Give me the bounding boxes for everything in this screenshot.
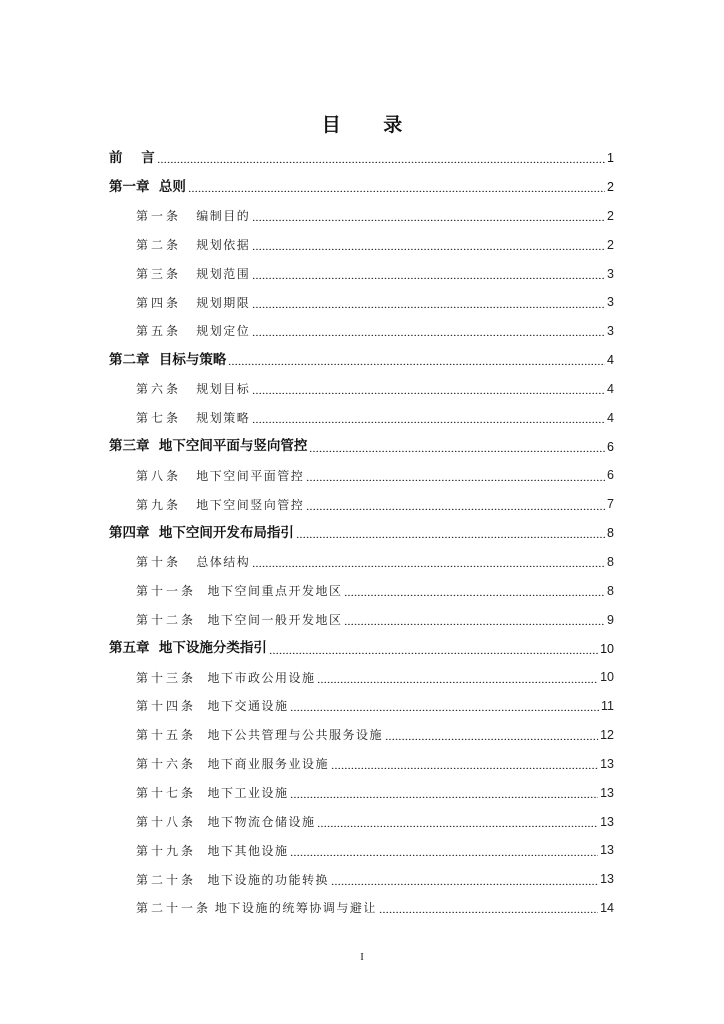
toc-article-title: 规划依据 xyxy=(196,237,251,252)
toc-chapter-row[interactable] xyxy=(109,634,614,663)
toc-chapter-label: 第五章 地下设施分类指引 xyxy=(109,640,267,657)
toc-dot-leader xyxy=(331,875,598,885)
toc-article-gap xyxy=(196,787,207,799)
toc-page-number: 2 xyxy=(607,208,614,223)
toc-article-gap xyxy=(181,325,196,337)
toc-article-title: 总体结构 xyxy=(196,555,251,570)
toc-article-row[interactable] xyxy=(109,779,614,808)
toc-dot-leader xyxy=(228,355,605,365)
toc-article-title: 规划期限 xyxy=(196,295,251,310)
toc-article-number: 第四条 xyxy=(136,295,182,310)
toc-article-row[interactable] xyxy=(109,836,614,865)
toc-article-gap xyxy=(196,845,207,857)
toc-article-row[interactable] xyxy=(109,721,614,750)
toc-article-row[interactable] xyxy=(109,548,614,577)
toc-article-row[interactable] xyxy=(109,663,614,692)
toc-dot-leader xyxy=(317,673,598,683)
toc-dot-leader xyxy=(385,730,598,740)
toc-page-number: 13 xyxy=(600,785,614,800)
toc-article-number: 第十条 xyxy=(136,555,182,570)
toc-chapter-label: 第三章 地下空间平面与竖向管控 xyxy=(109,438,308,455)
toc-dot-leader xyxy=(269,644,598,654)
toc-page-number: 10 xyxy=(600,670,614,685)
toc-article-row[interactable] xyxy=(109,865,614,894)
toc-dot-leader xyxy=(252,557,605,567)
toc-page-number: 2 xyxy=(607,180,614,195)
toc-dot-leader xyxy=(290,788,598,798)
toc-article-gap xyxy=(196,700,207,712)
toc-page-number: 8 xyxy=(607,583,614,598)
toc-article-number: 第十六条 xyxy=(136,757,197,772)
toc-article-title: 地下空间竖向管控 xyxy=(196,497,305,512)
toc-page-number: 12 xyxy=(600,728,614,743)
toc-article-number: 第十四条 xyxy=(136,699,197,714)
toc-article-row[interactable] xyxy=(109,375,614,404)
toc-article-gap xyxy=(181,499,196,511)
toc-article-title: 地下设施的统筹协调与避让 xyxy=(214,901,377,916)
toc-dot-leader xyxy=(252,326,605,336)
toc-article-row[interactable] xyxy=(109,404,614,433)
toc-article-gap xyxy=(181,556,196,568)
toc-dot-leader xyxy=(306,500,605,510)
toc-dot-leader xyxy=(290,846,598,856)
toc-page-number: 13 xyxy=(600,872,614,887)
toc-article-title: 地下交通设施 xyxy=(207,699,289,714)
toc-dot-leader xyxy=(306,471,605,481)
toc-article-gap xyxy=(196,729,207,741)
toc-article-number: 第九条 xyxy=(136,497,182,512)
toc-article-gap xyxy=(181,268,196,280)
toc-page-number: 2 xyxy=(607,237,614,252)
toc-dot-leader xyxy=(331,759,598,769)
toc-article-gap xyxy=(196,874,207,886)
toc-article-title: 地下空间平面管控 xyxy=(196,468,305,483)
toc-article-title: 地下工业设施 xyxy=(207,785,289,800)
toc-page-number: 1 xyxy=(607,151,614,166)
toc-page-number: 8 xyxy=(607,554,614,569)
toc-article-gap xyxy=(196,758,207,770)
toc-article-row[interactable] xyxy=(109,606,614,635)
toc-article-number: 第三条 xyxy=(136,266,182,281)
toc-page-number: 3 xyxy=(607,266,614,281)
toc-dot-leader xyxy=(379,903,598,913)
toc-dot-leader xyxy=(252,240,605,250)
toc-page-number: 6 xyxy=(607,468,614,483)
toc-dot-leader xyxy=(290,701,599,711)
toc-chapter-label: 第一章 总则 xyxy=(109,178,186,195)
toc-article-title: 地下空间一般开发地区 xyxy=(207,612,343,627)
toc-chapter-label: 第四章 地下空间开发布局指引 xyxy=(109,524,294,541)
toc-article-number: 第十五条 xyxy=(136,728,197,743)
toc-article-number: 第十一条 xyxy=(136,584,197,599)
toc-article-number: 第二十一条 xyxy=(136,901,212,916)
toc-dot-leader xyxy=(252,384,605,394)
toc-page-number: 4 xyxy=(607,353,614,368)
toc-chapter-row[interactable] xyxy=(109,346,614,375)
toc-article-number: 第六条 xyxy=(136,382,182,397)
toc-article-title: 规划策略 xyxy=(196,411,251,426)
toc-page-number: 11 xyxy=(601,699,614,714)
toc-page-number: 3 xyxy=(607,295,614,310)
toc-dot-leader xyxy=(344,615,605,625)
toc-article-number: 第一条 xyxy=(136,209,182,224)
toc-article-title: 地下空间重点开发地区 xyxy=(207,584,343,599)
toc-page-number: 10 xyxy=(600,641,614,656)
toc-article-title: 地下商业服务业设施 xyxy=(207,757,329,772)
toc-chapter-label: 第二章 目标与策略 xyxy=(109,351,227,368)
toc-article-row[interactable] xyxy=(109,692,614,721)
toc-article-row[interactable] xyxy=(109,807,614,836)
toc-article-row[interactable] xyxy=(109,288,614,317)
toc-article-number: 第五条 xyxy=(136,324,182,339)
toc-dot-leader xyxy=(252,298,605,308)
toc-article-row[interactable] xyxy=(109,577,614,606)
toc-dot-leader xyxy=(252,269,605,279)
toc-chapter-row[interactable] xyxy=(109,432,614,461)
toc-article-title: 地下其他设施 xyxy=(207,843,289,858)
toc-article-gap xyxy=(181,210,196,222)
toc-article-number: 第十三条 xyxy=(136,670,197,685)
toc-page-number: 13 xyxy=(600,814,614,829)
toc-article-gap xyxy=(181,383,196,395)
page-number: I xyxy=(360,952,364,963)
toc-article-title: 地下设施的功能转换 xyxy=(207,872,329,887)
toc-article-number: 第十二条 xyxy=(136,612,197,627)
toc-dot-leader xyxy=(344,586,605,596)
toc-dot-leader xyxy=(296,528,605,538)
toc-article-title: 地下物流仓储设施 xyxy=(207,814,316,829)
toc-article-gap xyxy=(181,470,196,482)
toc-article-gap xyxy=(196,614,207,626)
toc-chapter-label: 前 言 xyxy=(109,149,155,166)
toc-article-gap xyxy=(181,297,196,309)
toc-page-number: 4 xyxy=(607,410,614,425)
toc-chapter-row[interactable] xyxy=(109,519,614,548)
toc-page-number: 4 xyxy=(607,381,614,396)
toc-page-number: 9 xyxy=(607,612,614,627)
toc-article-number: 第七条 xyxy=(136,411,182,426)
toc-page-number: 14 xyxy=(600,901,614,916)
toc-article-gap xyxy=(196,585,207,597)
toc-article-row[interactable] xyxy=(109,202,614,231)
toc-article-title: 规划目标 xyxy=(196,382,251,397)
toc-article-number: 第二十条 xyxy=(136,872,197,887)
toc-page-number: 13 xyxy=(600,756,614,771)
toc-article-title: 编制目的 xyxy=(196,209,251,224)
toc-article-number: 第十七条 xyxy=(136,785,197,800)
toc-article-row[interactable] xyxy=(109,317,614,346)
toc-article-gap xyxy=(181,412,196,424)
toc-page-number: 8 xyxy=(607,526,614,541)
toc-article-gap xyxy=(196,672,207,684)
toc-dot-leader xyxy=(252,413,605,423)
toc-article-row[interactable] xyxy=(109,461,614,490)
toc-article-row[interactable] xyxy=(109,750,614,779)
toc-article-title: 规划定位 xyxy=(196,324,251,339)
page-title: 目 录 xyxy=(321,114,421,136)
toc-article-number: 第十八条 xyxy=(136,814,197,829)
toc-article-title: 规划范围 xyxy=(196,266,251,281)
toc-dot-leader xyxy=(309,442,605,452)
toc-page-number: 6 xyxy=(607,439,614,454)
toc-article-title: 地下公共管理与公共服务设施 xyxy=(207,728,383,743)
toc-chapter-row[interactable] xyxy=(109,144,614,173)
toc-article-number: 第二条 xyxy=(136,237,182,252)
toc-article-title: 地下市政公用设施 xyxy=(207,670,316,685)
toc-article-gap xyxy=(181,239,196,251)
toc-page-number: 7 xyxy=(607,497,614,512)
toc-article-number: 第十九条 xyxy=(136,843,197,858)
toc-page-number: 3 xyxy=(607,324,614,339)
toc-article-row[interactable] xyxy=(109,894,614,923)
toc-chapter-row[interactable] xyxy=(109,173,614,202)
toc-article-number: 第八条 xyxy=(136,468,182,483)
toc-page-number: 13 xyxy=(600,843,614,858)
toc-article-row[interactable] xyxy=(109,259,614,288)
toc-dot-leader xyxy=(157,153,605,163)
toc-article-gap xyxy=(196,816,207,828)
toc-article-row[interactable] xyxy=(109,490,614,519)
table-of-contents xyxy=(109,144,614,923)
toc-dot-leader xyxy=(317,817,598,827)
toc-dot-leader xyxy=(252,211,605,221)
toc-article-row[interactable] xyxy=(109,231,614,260)
toc-dot-leader xyxy=(188,182,605,192)
